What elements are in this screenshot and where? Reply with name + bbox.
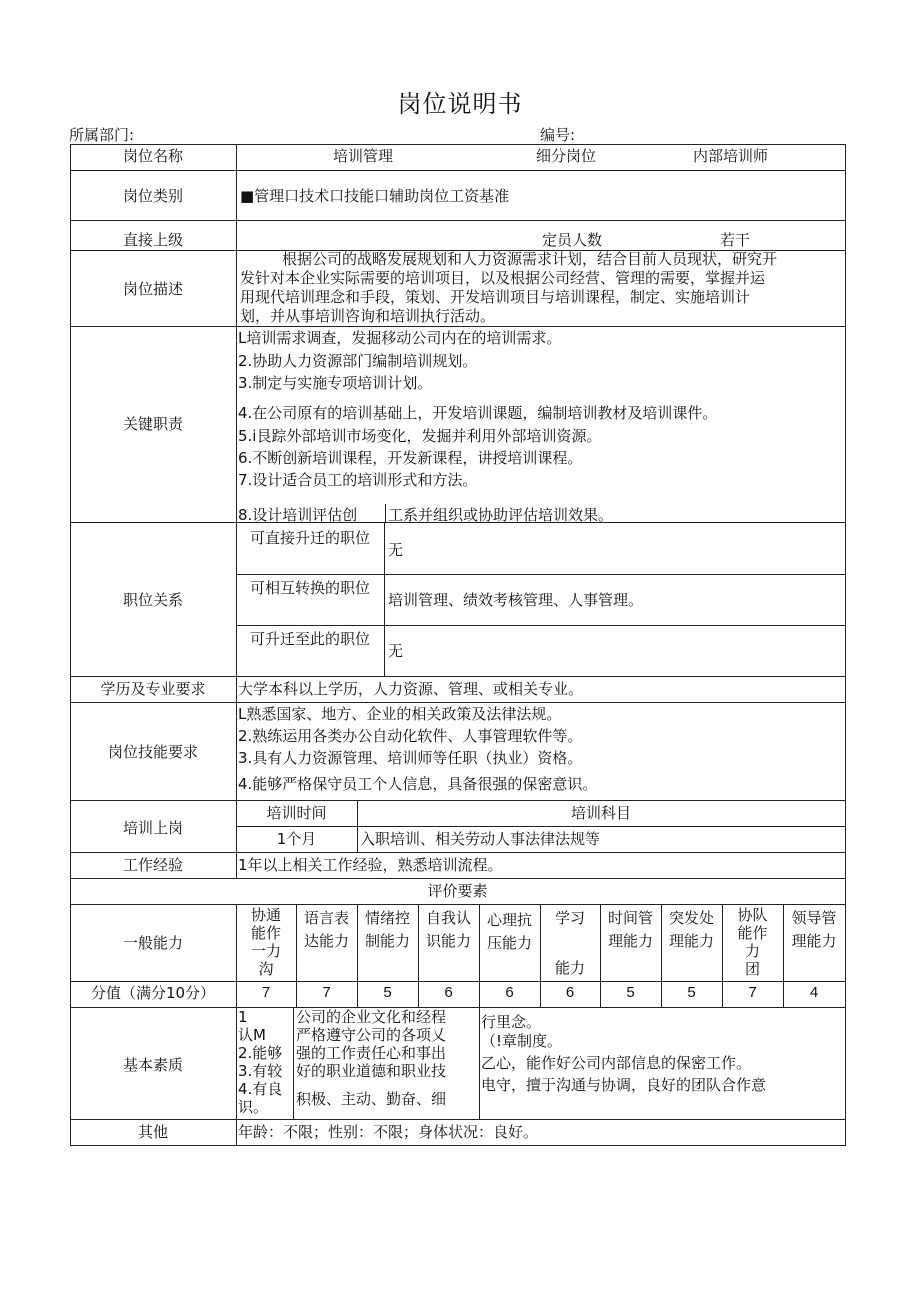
- training-subject-value: 入职培训、相关劳动人事法律法规等: [360, 830, 601, 848]
- ability-item-lines: 领导管 理能力: [791, 909, 837, 950]
- score-value: 7: [322, 984, 331, 1001]
- dept-label: 所属部门:: [69, 126, 135, 144]
- other-label: 其他: [137, 1123, 168, 1141]
- score-value: 5: [626, 984, 635, 1001]
- description-line: 划，并从事培训咨询和培训执行活动。: [240, 307, 496, 325]
- position-name-label: 岗位名称: [122, 147, 183, 165]
- duty-item: L培训需求调查，发掘移动公司内在的培训需求。: [238, 329, 562, 347]
- basic-quality-col2: 公司的企业文化和经程 严格遵守公司的各项乂 强的工作责任心和事出 好的职业道德和职业技 积极、主动、勤奋、细: [296, 1008, 447, 1108]
- score-value: 7: [261, 984, 271, 1001]
- basic-quality-label: 基本素质: [122, 1056, 183, 1074]
- experience-label: 工作经验: [122, 856, 183, 874]
- page-title: 岗位说明书: [397, 90, 523, 118]
- skills-label: 岗位技能要求: [107, 743, 198, 761]
- score-value: 6: [444, 984, 453, 1001]
- skill-item: 3.具有人力资源管理、培训师等任职（执业）资格。: [238, 749, 583, 767]
- other-value: 年龄：不限；性别：不限；身体状况：良好。: [238, 1123, 539, 1141]
- relation-key: 可相互转换的职位: [249, 579, 370, 597]
- relation-value: 培训管理、绩效考核管理、人事管理。: [388, 591, 644, 609]
- duty-item: 2.协助人力资源部门编制培训规划。: [238, 352, 478, 370]
- ability-item-lines: 突发处 理能力: [668, 909, 714, 950]
- duty-item: 5.i艮踪外部培训市场变化，发掘并利用外部培训资源。: [238, 427, 602, 445]
- score-value: 5: [687, 984, 696, 1001]
- duty-item: 6.不断创新培训课程，开发新课程，讲授培训课程。: [238, 449, 583, 467]
- description-line: 发针对本企业实际需要的培训项目，以及根据公司经营、管理的需要，掌握并运: [240, 269, 766, 287]
- ability-item-lines: 学习 能力: [554, 909, 585, 977]
- description-line: 根据公司的战略发展规划和人力资源需求计划，结合目前人员现状，研究开: [282, 250, 778, 268]
- training-time-value: 1个月: [276, 830, 317, 848]
- duty-item: 工系并组织或协助评估培训效果。: [388, 506, 614, 524]
- experience-value: 1年以上相关工作经验，熟悉培训流程。: [238, 856, 503, 874]
- duty-item: 7.设计适合员工的培训形式和方法。: [238, 471, 478, 489]
- description-label: 岗位描述: [122, 280, 183, 298]
- description-line: 用现代培训理念和手段，策划、开发培训项目与培训课程，制定、实施培训计: [240, 288, 751, 306]
- skill-item: L熟悉国家、地方、企业的相关政策及法律法规。: [238, 705, 562, 723]
- ability-item-lines: 时间管 理能力: [607, 909, 653, 950]
- basic-quality-col1: 1 认M 2.能够 3.有较 4.有良 识。: [238, 1008, 283, 1116]
- score-value: 6: [505, 984, 514, 1001]
- ability-item-lines: 协通 能作 一力 沟: [250, 906, 281, 978]
- sub-position-value: 内部培训师: [693, 147, 769, 165]
- basic-quality-col3-line: 电守，擅于沟通与协调，良好的团队合作意: [481, 1076, 767, 1094]
- quota-value: 若干: [720, 231, 751, 249]
- quota-label: 定员人数: [542, 231, 603, 249]
- score-label: 分值（满分10分）: [90, 984, 216, 1002]
- code-label: 编号:: [540, 126, 576, 144]
- education-label: 学历及专业要求: [100, 680, 206, 698]
- training-label: 培训上岗: [122, 819, 183, 837]
- relation-key: 可直接升迁的职位: [249, 529, 370, 547]
- duty-item: 4.在公司原有的培训基础上，开发培训课题，编制培训教材及培训课件。: [238, 404, 718, 422]
- evaluation-header: 评价要素: [427, 882, 488, 900]
- duty-item: 8.设计培训评估创: [238, 506, 358, 524]
- ability-item-lines: 协队 能作 力 团: [737, 906, 768, 978]
- score-value: 7: [748, 984, 757, 1001]
- skill-item: 2.熟练运用各类办公自动化软件、人事管理软件等。: [238, 727, 583, 745]
- relation-value: 无: [388, 642, 404, 660]
- duties-label: 关键职责: [122, 415, 183, 433]
- skill-item: 4.能够严格保守员工个人信息，具备很强的保密意识。: [238, 775, 598, 793]
- basic-quality-col3-line: 行里念。: [481, 1013, 542, 1031]
- score-value: 4: [809, 984, 819, 1001]
- superior-label: 直接上级: [122, 231, 183, 249]
- sub-position-label: 细分岗位: [536, 147, 597, 165]
- relation-key: 可升迁至此的职位: [249, 630, 370, 648]
- ability-item-lines: 心理抗 压能力: [486, 911, 532, 952]
- score-value: 5: [383, 984, 392, 1001]
- basic-quality-col3-line: 乙心，能作好公司内部信息的保密工作。: [481, 1054, 752, 1072]
- training-subject-header: 培训科目: [570, 804, 631, 822]
- ability-item-lines: 情绪控 制能力: [364, 909, 410, 950]
- relation-value: 无: [388, 541, 404, 559]
- ability-label: 一般能力: [122, 934, 183, 952]
- category-label: 岗位类别: [122, 187, 183, 205]
- position-name-value: 培训管理: [333, 147, 394, 165]
- ability-item-lines: 自我认 识能力: [425, 909, 471, 950]
- education-value: 大学本科以上学历，人力资源、管理、或相关专业。: [238, 680, 584, 698]
- ability-item-lines: 语言表 达能力: [303, 909, 349, 950]
- basic-quality-col3-line: （!章制度。: [481, 1032, 563, 1050]
- score-value: 6: [565, 984, 575, 1001]
- training-time-header: 培训时间: [266, 804, 327, 822]
- relations-label: 职位关系: [122, 591, 183, 609]
- category-value: ■管理口技术口技能口辅助岗位工资基准: [240, 187, 510, 205]
- duty-item: 3.制定与实施专项培训计划。: [238, 374, 433, 392]
